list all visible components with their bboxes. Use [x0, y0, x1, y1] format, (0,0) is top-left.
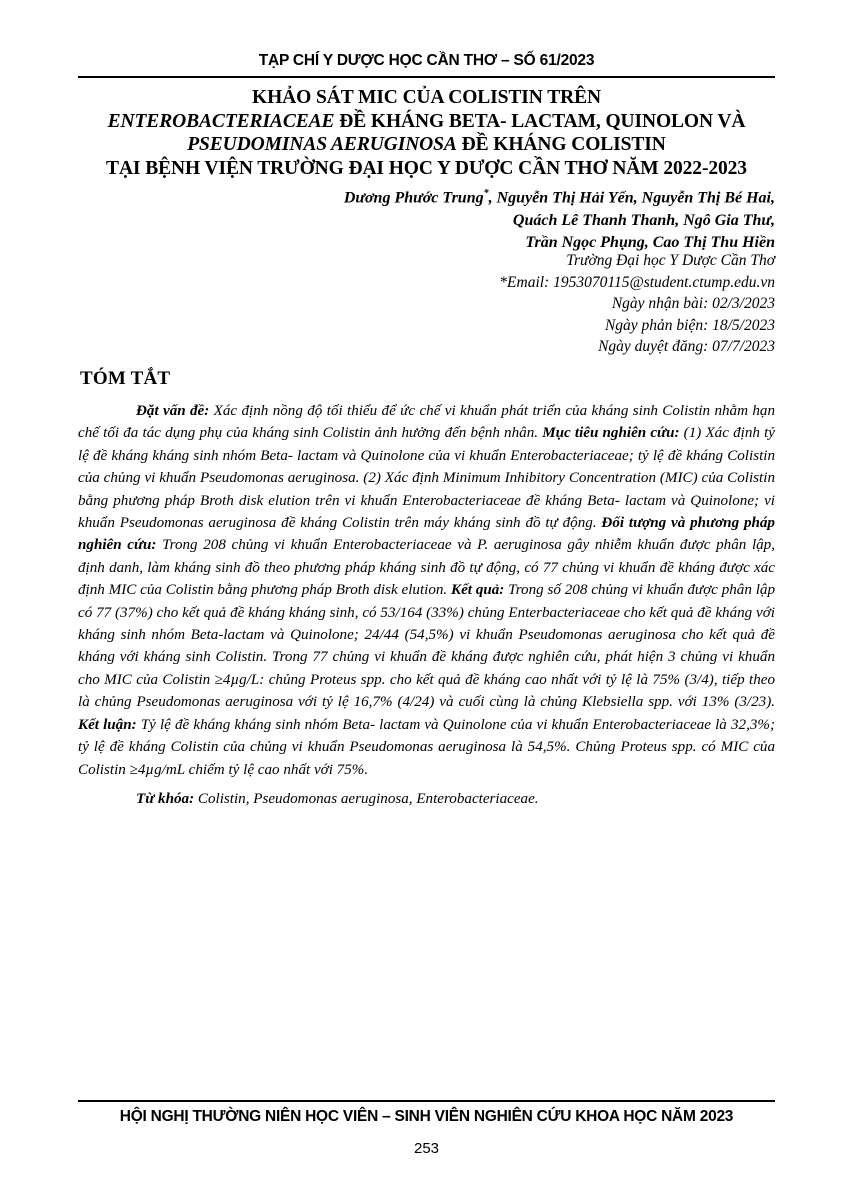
abstract-label-objective: Mục tiêu nghiên cứu:	[542, 425, 680, 442]
author-line-3: Trần Ngọc Phụng, Cao Thị Thu Hiền	[525, 234, 775, 252]
author-line-1-rest: , Nguyễn Thị Hải Yến, Nguyễn Thị Bé Hai,	[488, 189, 775, 207]
page-number: 253	[413, 1140, 440, 1157]
abstract-heading: TÓM TẮT	[80, 368, 171, 389]
affiliation-email: *Email: 1953070115@student.ctump.edu.vn	[499, 273, 775, 291]
keywords-line	[78, 788, 775, 810]
author-primary: Dương Phước Trung	[343, 189, 484, 207]
date-received: Ngày nhận bài: 02/3/2023	[611, 295, 775, 312]
date-reviewed: Ngày phản biện: 18/5/2023	[604, 316, 775, 334]
title-line-3-italic: PSEUDOMINAS AERUGINOSA	[187, 134, 457, 155]
header-rule	[78, 76, 775, 78]
corresponding-author-marker: *	[483, 188, 489, 199]
abstract-label-background: Đặt vấn đề:	[136, 403, 210, 419]
author-line-1	[78, 183, 775, 210]
keywords-label: Từ khóa:	[136, 791, 195, 807]
abstract-text-background: Xác định nồng độ tối thiểu để ức chế vi khuẩn phát triển của kháng sinh Colistin nhằm hạn chế tối đa tác dụng phụ của kháng sinh Colistin ảnh hưởng đến bệnh nhân.	[78, 403, 776, 442]
title-line-3	[78, 133, 775, 157]
abstract-label-conclusion: Kết luận:	[78, 716, 137, 733]
title-line-2-rest: ĐỀ KHÁNG BETA- LACTAM, QUINOLON VÀ	[334, 110, 746, 132]
title-line-3-rest: ĐỀ KHÁNG COLISTIN	[456, 134, 666, 155]
footer-rule	[78, 1100, 775, 1102]
title-line-2	[78, 110, 775, 134]
date-accepted: Ngày duyệt đăng: 07/7/2023	[598, 338, 775, 355]
author-line-2: Quách Lê Thanh Thanh, Ngô Gia Thư,	[512, 211, 775, 229]
running-head: TẠP CHÍ Y DƯỢC HỌC CẦN THƠ – SỐ 61/2023	[258, 52, 595, 69]
abstract-label-results: Kết quả:	[451, 582, 505, 599]
keywords-text: Colistin, Pseudomonas aeruginosa, Enterobacteriaceae.	[194, 791, 539, 807]
title-line-4: TẠI BỆNH VIỆN TRƯỜNG ĐẠI HỌC Y DƯỢC CẦN THƠ NĂM 2022-2023	[106, 157, 747, 179]
abstract-body	[78, 400, 775, 781]
affiliation-institution: Trường Đại học Y Dược Cần Thơ	[566, 252, 775, 269]
footer-conference: HỘI NGHỊ THƯỜNG NIÊN HỌC VIÊN – SINH VIÊN NGHIÊN CỨU KHOA HỌC NĂM 2023	[119, 1108, 734, 1125]
title-line-1: KHẢO SÁT MIC CỦA COLISTIN TRÊN	[252, 87, 601, 108]
affiliation-block	[78, 250, 775, 358]
article-title	[78, 86, 775, 180]
abstract-text-objective: (1) Xác định tỷ lệ đề kháng kháng sinh nhóm Beta- lactam và Quinolone của vi khuẩn Enterobacteriaceae; tỷ lệ đề kháng Colistin của chủng vi khuẩn Pseudomonas aeruginosa. (2) Xác định Minimum Inhibitory Concentration (MIC) của Colistin bằng phương pháp Broth disk elution trên vi khuẩn Enterobacteriaceae đề kháng Beta- lactam và Quinolone; vi khuẩn Pseudomonas aeruginosa đề kháng Colistin trên máy kháng sinh đồ tự động.	[78, 425, 775, 532]
author-list	[78, 183, 775, 255]
abstract-text-conclusion: Tỷ lệ đề kháng kháng sinh nhóm Beta- lactam và Quinolone của vi khuẩn Enterobacteriaceae là 32,3%; tỷ lệ đề kháng Colistin của chủng vi khuẩn Pseudomonas aeruginosa là 54,5%. Chủng Proteus spp. có MIC của Colistin ≥4µg/mL chiếm tỷ lệ cao nhất với 75%.	[78, 716, 775, 778]
title-line-2-italic: ENTEROBACTERIACEAE	[107, 110, 335, 132]
abstract-text-results: Trong số 208 chủng vi khuẩn được phân lập có 77 (37%) cho kết quả đề kháng kháng sinh, có 53/164 (33%) chủng Enterbacteriaceae cho kết quả đề kháng với kháng sinh nhóm Beta-lactam và Quinolone; 24/44 (54,5%) vi khuẩn Pseudomonas aeruginosa cho kết quả đề kháng với kháng sinh Colistin. Trong 77 chủng vi khuẩn đề kháng được nghiên cứu, phát hiện 3 chủng vi khuẩn cho MIC của Colistin ≥4µg/L: chủng Proteus spp. cho kết quả đề kháng cao nhất với tỷ lệ là 75% (3/4), tiếp theo là chủng Pseudomonas aeruginosa với tỷ lệ 16,7% (4/24) và cuối cùng là chủng Klebsiella spp. với 13% (3/23).	[78, 582, 776, 711]
abstract-text-methods: Trong 208 chủng vi khuẩn Enterobacteriaceae và P. aeruginosa gây nhiễm khuẩn được phân lập, định danh, làm kháng sinh đồ theo phương pháp kháng sinh đồ tự động, có 77 chủng vi khuẩn đề kháng được xác định MIC của Colistin bằng phương pháp Broth disk elution.	[78, 537, 776, 599]
abstract-label-methods: Đối tượng và phương pháp nghiên cứu:	[78, 515, 775, 554]
